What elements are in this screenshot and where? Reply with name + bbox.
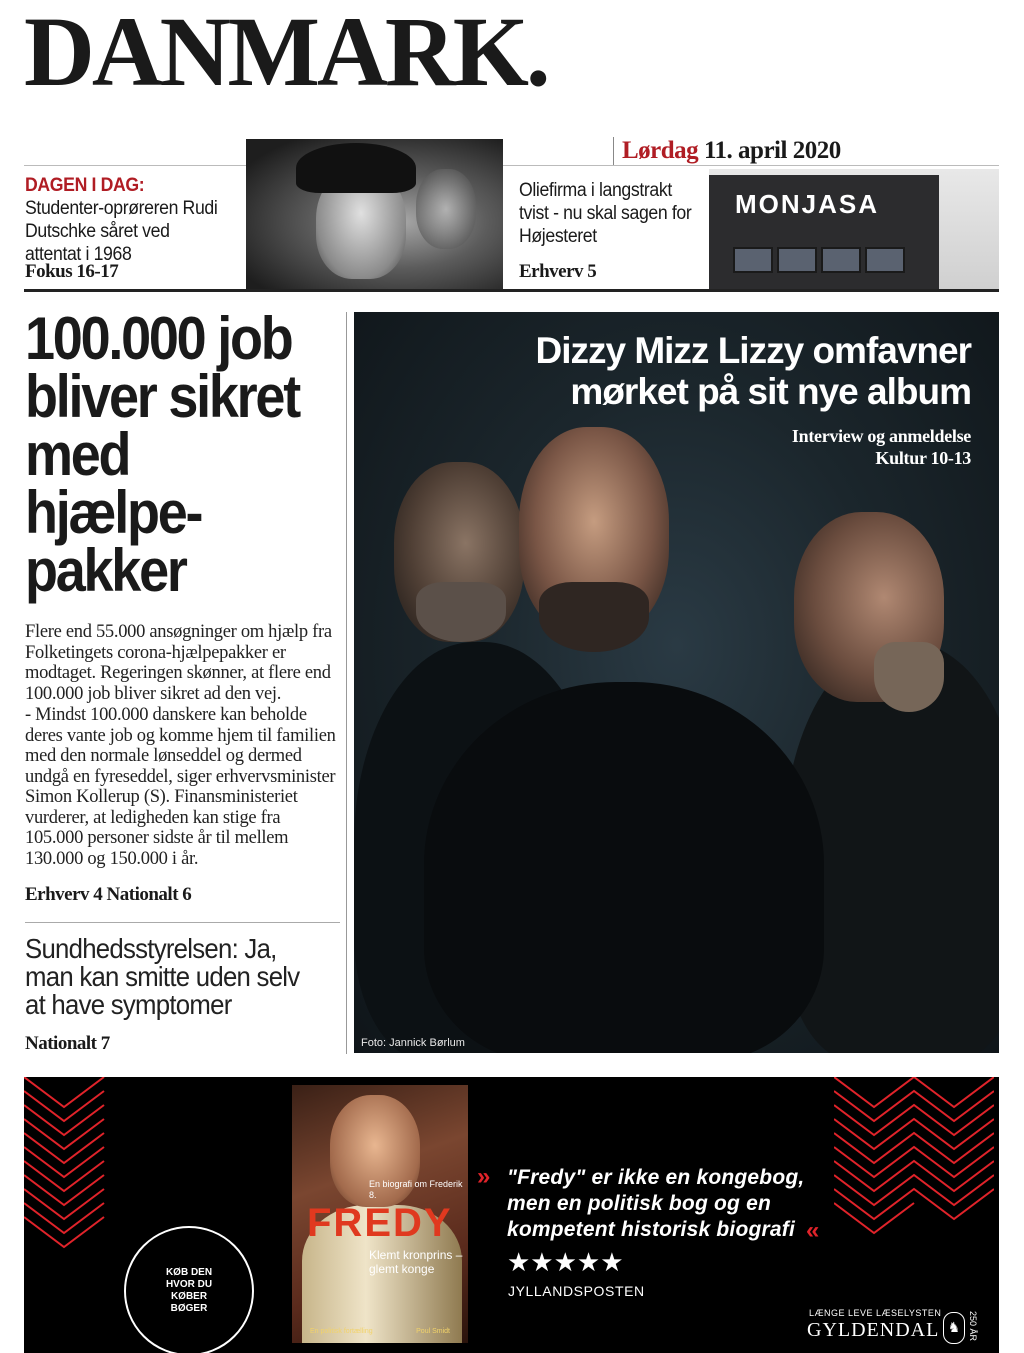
top-rule [24, 165, 999, 166]
main-ref[interactable]: Erhverv 4 Nationalt 6 [25, 884, 192, 905]
teaser-oliefirma[interactable]: Oliefirma i langstrakt tvist - nu skal sagen for Højesteret [519, 180, 692, 247]
review-quote: "Fredy" er ikke en kongebog, men en politisk bog og en kompetent historisk biografi [507, 1166, 805, 1241]
column-divider [346, 312, 347, 1054]
teaser-text: Studenter-oprøreren Rudi Dutschke såret ved attentat i 1968 [25, 198, 218, 265]
monjasa-photo [709, 169, 999, 289]
teaser-ref-fokus[interactable]: Fokus 16-17 [25, 261, 119, 282]
book-cover-tagline: En biografi om Frederik 8. [369, 1179, 463, 1200]
book-title: FREDY [307, 1201, 453, 1245]
photo-credit: Foto: Jannick Børlum [361, 1037, 465, 1049]
book-cover[interactable] [292, 1085, 468, 1343]
band-photo [354, 312, 999, 1053]
header-divider [24, 289, 999, 292]
feature-title-line-1: Dizzy Mizz Lizzy omfavner [535, 330, 971, 371]
publisher-anniversary: 250 ÅR [968, 1311, 978, 1342]
secondary-headline[interactable]: Sundhedsstyrelsen: Ja, man kan smitte uden selv at have symptomer [25, 933, 300, 1020]
issue-date-text: 11. april 2020 [703, 137, 841, 164]
masthead-title: DANMARK. [24, 0, 548, 107]
quote-close-mark: « [806, 1217, 820, 1244]
teaser-dutschke[interactable] [25, 174, 225, 266]
feature-subtitle[interactable] [792, 425, 971, 469]
issue-day: Lørdag [622, 137, 699, 164]
book-footer-left: En politisk fortælling [310, 1328, 373, 1335]
book-advertisement[interactable] [24, 1077, 999, 1353]
main-body-2: - Mindst 100.000 danskere kan beholde deres vante job og komme hjem til familien med den normale lønseddel og dermed undgå en fyreseddel, siger erhvervsminister Simon Kollerup (S). Finansministeriet vurderer, at ledigheden kan stige fra 105.000 personer sidste år til mellem 130.000 og 150.000 i år. [25, 705, 336, 869]
book-author: Poul Smidt [416, 1328, 450, 1335]
publisher-tagline: LÆNGE LEVE LÆSELYSTEN [809, 1308, 942, 1318]
feature-sub-line-2: Kultur 10-13 [875, 448, 971, 468]
teaser-ref-erhverv[interactable]: Erhverv 5 [519, 261, 597, 282]
publisher-logo-icon: ♞ [943, 1312, 965, 1344]
book-subtitle: Klemt kronprins – glemt konge [369, 1248, 463, 1276]
dutschke-photo [246, 139, 503, 289]
section-divider [25, 922, 340, 923]
feature-sub-line-1: Interview og anmeldelse [791, 426, 971, 446]
main-body-1: Flere end 55.000 ansøgninger om hjælp fra Folketingets corona-hjælpepakker er modtaget. Regeringen skønner, at flere end 100.000 job bliver sikret ad den vej. [25, 622, 332, 704]
buy-badge-text: KØB DEN HVOR DU KØBER BØGER [165, 1267, 213, 1314]
main-headline[interactable]: 100.000 job bliver sikret med hjælpe-pakker [25, 305, 299, 604]
teaser-kicker: DAGEN I DAG: [25, 175, 145, 196]
monjasa-sign: MONJASA [735, 189, 880, 219]
quote-open-mark: » [477, 1163, 491, 1190]
secondary-ref[interactable]: Nationalt 7 [25, 1033, 110, 1054]
issue-date [613, 137, 841, 165]
star-rating: ★★★★★ [507, 1248, 624, 1278]
feature-title-line-2: mørket på sit nye album [570, 371, 971, 412]
publisher-name: GYLDENDAL [807, 1319, 940, 1341]
feature-title[interactable] [535, 330, 971, 412]
buy-badge[interactable] [124, 1226, 254, 1353]
review-source: JYLLANDSPOSTEN [508, 1283, 645, 1299]
